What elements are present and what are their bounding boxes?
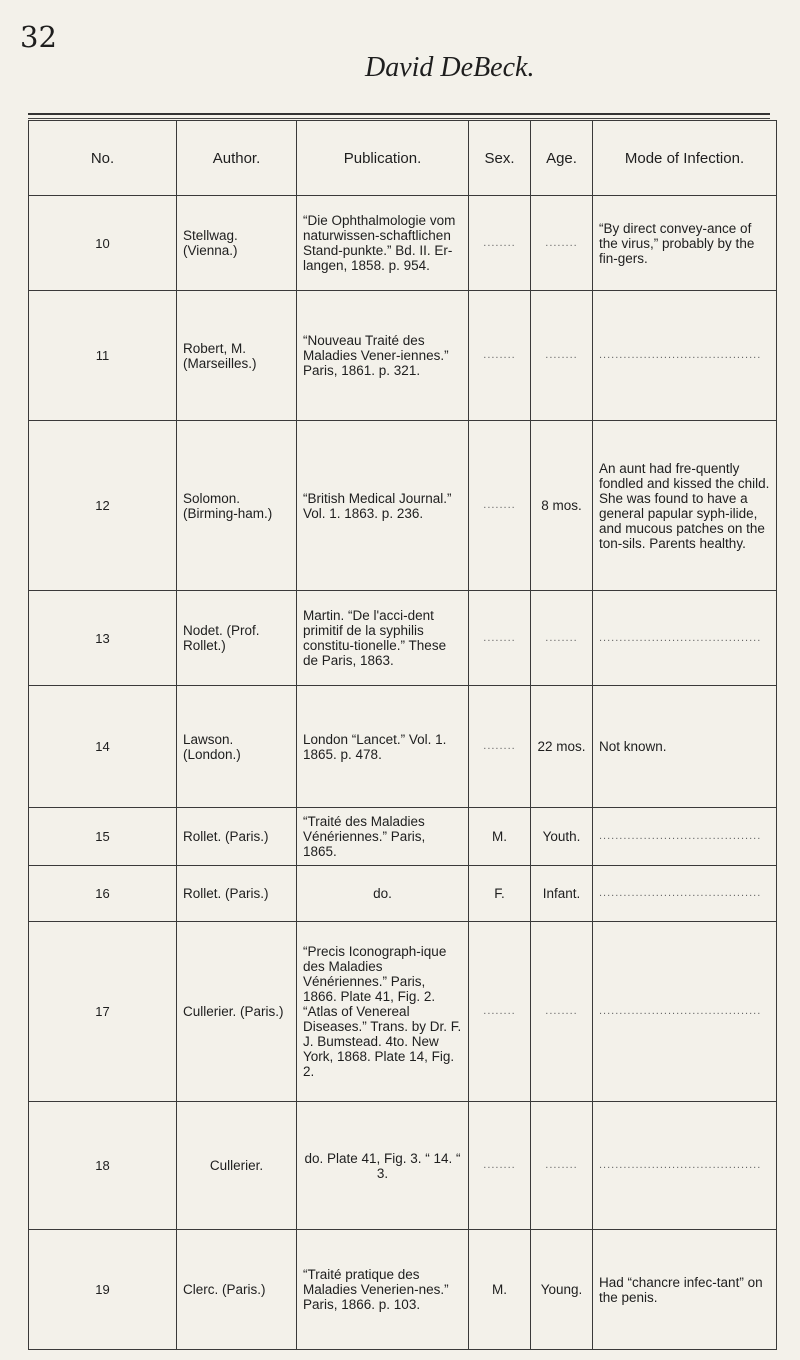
row-author: Clerc. (Paris.) <box>177 1230 297 1350</box>
table-row <box>29 1230 777 1350</box>
row-age: ........ <box>531 922 593 1102</box>
row-mode: Had “chancre infec-tant” on the penis. <box>593 1230 777 1350</box>
row-author: Nodet. (Prof. Rollet.) <box>177 591 297 686</box>
row-publication: London “Lancet.” Vol. 1. 1865. p. 478. <box>297 686 469 808</box>
header-author: Author. <box>177 121 297 196</box>
row-age: Youth. <box>531 808 593 866</box>
row-sex: ........ <box>469 922 531 1102</box>
header-sex: Sex. <box>469 121 531 196</box>
row-mode: ........................................ <box>593 1102 777 1230</box>
case-table <box>28 120 777 1350</box>
row-no: 13 <box>29 591 177 686</box>
page-number: 32 <box>20 20 57 54</box>
top-rule <box>28 113 770 115</box>
row-sex: ........ <box>469 291 531 421</box>
row-age: Infant. <box>531 866 593 922</box>
row-age: ........ <box>531 1102 593 1230</box>
header-row <box>29 121 777 196</box>
row-sex: M. <box>469 1230 531 1350</box>
row-no: 11 <box>29 291 177 421</box>
row-author: Stellwag. (Vienna.) <box>177 196 297 291</box>
running-title: David DeBeck. <box>365 52 535 83</box>
row-publication: Martin. “De l'acci-dent primitif de la syphilis constitu-tionelle.” These de Paris, 1863. <box>297 591 469 686</box>
row-publication: do. Plate 41, Fig. 3. “ 14. “ 3. <box>297 1102 469 1230</box>
table-row <box>29 196 777 291</box>
row-sex: ........ <box>469 591 531 686</box>
row-publication: do. <box>297 866 469 922</box>
row-age: ........ <box>531 291 593 421</box>
table-row <box>29 922 777 1102</box>
row-author: Cullerier. <box>177 1102 297 1230</box>
row-age: 22 mos. <box>531 686 593 808</box>
row-author: Lawson. (London.) <box>177 686 297 808</box>
row-publication: “Traité pratique des Maladies Venerien-nes.” Paris, 1866. p. 103. <box>297 1230 469 1350</box>
row-sex: ........ <box>469 196 531 291</box>
row-age: 8 mos. <box>531 421 593 591</box>
header-no: No. <box>29 121 177 196</box>
row-sex: ........ <box>469 421 531 591</box>
row-publication: “Die Ophthalmologie vom naturwissen-schaftlichen Stand-punkte.” Bd. II. Er-langen, 1858. p. 954. <box>297 196 469 291</box>
row-sex: F. <box>469 866 531 922</box>
table-row <box>29 808 777 866</box>
row-no: 15 <box>29 808 177 866</box>
row-mode: ........................................ <box>593 922 777 1102</box>
row-mode: ........................................ <box>593 591 777 686</box>
table-row <box>29 291 777 421</box>
row-author: Rollet. (Paris.) <box>177 808 297 866</box>
row-age: ........ <box>531 591 593 686</box>
row-no: 14 <box>29 686 177 808</box>
table-row <box>29 421 777 591</box>
row-mode: Not known. <box>593 686 777 808</box>
row-no: 16 <box>29 866 177 922</box>
top-rule-thin <box>28 118 770 119</box>
table-row <box>29 866 777 922</box>
row-no: 10 <box>29 196 177 291</box>
table-row <box>29 686 777 808</box>
row-age: ........ <box>531 196 593 291</box>
row-sex: M. <box>469 808 531 866</box>
row-mode: “By direct convey-ance of the virus,” probably by the fin-gers. <box>593 196 777 291</box>
row-mode: ........................................ <box>593 291 777 421</box>
row-publication: “Nouveau Traité des Maladies Vener-iennes.” Paris, 1861. p. 321. <box>297 291 469 421</box>
header-age: Age. <box>531 121 593 196</box>
row-author: Cullerier. (Paris.) <box>177 922 297 1102</box>
row-publication: “Traité des Maladies Vénériennes.” Paris, 1865. <box>297 808 469 866</box>
row-author: Rollet. (Paris.) <box>177 866 297 922</box>
table-row <box>29 591 777 686</box>
row-no: 12 <box>29 421 177 591</box>
row-mode: ........................................ <box>593 866 777 922</box>
row-publication: “Precis Iconograph-ique des Maladies Vénériennes.” Paris, 1866. Plate 41, Fig. 2. “Atlas of Venereal Diseases.” Trans. by Dr. F. J. Bumstead. 4to. New York, 1868. Plate 14, Fig. 2. <box>297 922 469 1102</box>
row-no: 17 <box>29 922 177 1102</box>
header-mode: Mode of Infection. <box>593 121 777 196</box>
row-sex: ........ <box>469 1102 531 1230</box>
row-author: Solomon. (Birming-ham.) <box>177 421 297 591</box>
header-publication: Publication. <box>297 121 469 196</box>
row-mode: An aunt had fre-quently fondled and kissed the child. She was found to have a general papular syph-ilide, and mucous patches on the ton-sils. Parents healthy. <box>593 421 777 591</box>
row-author: Robert, M. (Marseilles.) <box>177 291 297 421</box>
row-publication: “British Medical Journal.” Vol. 1. 1863. p. 236. <box>297 421 469 591</box>
row-no: 19 <box>29 1230 177 1350</box>
row-mode: ........................................ <box>593 808 777 866</box>
row-sex: ........ <box>469 686 531 808</box>
table-row <box>29 1102 777 1230</box>
row-age: Young. <box>531 1230 593 1350</box>
row-no: 18 <box>29 1102 177 1230</box>
